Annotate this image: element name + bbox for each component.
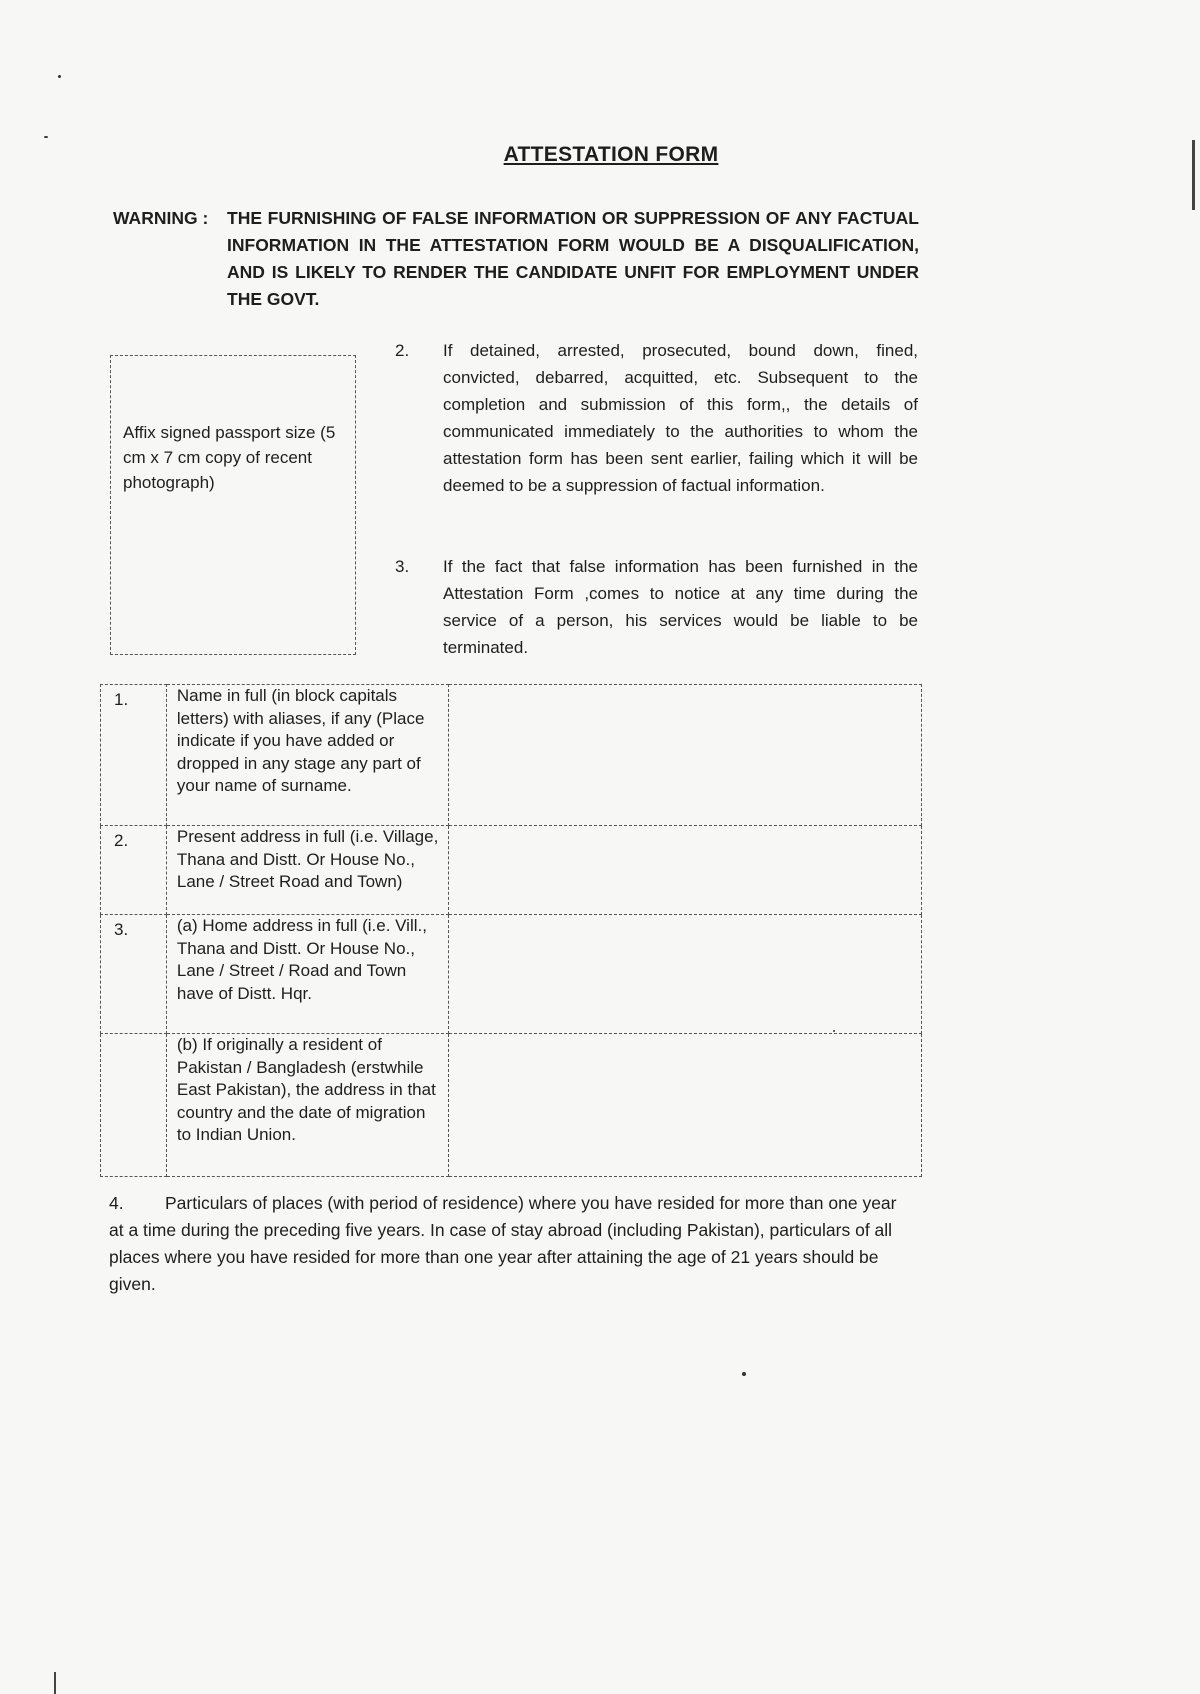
photo-caption: Affix signed passport size (5 cm x 7 cm copy of recent photograph) <box>123 423 336 492</box>
warning-label: WARNING : <box>113 208 209 228</box>
row-label-text: Home address in full (i.e. Vill., Thana and Distt. Or House No., Lane / Street / Road and Town have of Distt. Hqr. <box>176 916 427 1003</box>
row-label-prefix: (a) <box>176 916 198 935</box>
particulars-table <box>100 684 922 1177</box>
note-number: 2. <box>395 341 410 360</box>
note-text: If the fact that false information has been furnished in the Attestation Form ,comes to notice at any time during the service of a person, his services would be liable to be terminated. <box>443 557 918 657</box>
present-address-field[interactable] <box>449 826 922 915</box>
row-number: 3. <box>101 915 167 1034</box>
row-label: Name in full (in block capitals letters) with aliases, if any (Place indicate if you have added or dropped in any stage any part of your name of surname. <box>166 685 448 826</box>
table-row <box>101 915 922 1034</box>
paragraph-text: Particulars of places (with period of residence) where you have resided for more than one year at a time during the preceding five years. In case of stay abroad (including Pakistan), particulars of all places where you have resided for more than one year after attaining the age of 21 years should be given. <box>109 1193 897 1294</box>
row-number: 1. <box>101 685 167 826</box>
warning-block <box>113 205 919 313</box>
row-label: Present address in full (i.e. Village, Thana and Distt. Or House No., Lane / Street Road and Town) <box>166 826 448 915</box>
warning-text: THE FURNISHING OF FALSE INFORMATION OR SUPPRESSION OF ANY FACTUAL INFORMATION IN THE ATTESTATION FORM WOULD BE A DISQUALIFICATION, AND IS LIKELY TO RENDER THE CANDIDATE UNFIT FOR EMPLOYMENT UNDER THE GOVT. <box>227 208 919 309</box>
photo-placeholder[interactable] <box>110 355 356 655</box>
table-row <box>101 685 922 826</box>
scan-speck <box>833 1030 835 1032</box>
row-number: 2. <box>101 826 167 915</box>
scan-speck <box>742 1372 746 1376</box>
note-item <box>395 337 918 499</box>
note-text: If detained, arrested, prosecuted, bound down, fined, convicted, debarred, acquitted, etc. Subsequent to the completion and submission of this form,, the details of communicated immediately to the authorities to whom the attestation form has been sent earlier, failing which it will be deemed to be a suppression of factual information. <box>443 341 918 495</box>
scan-speck <box>58 75 61 78</box>
row-label <box>166 1034 448 1177</box>
table-row <box>101 826 922 915</box>
row-label-text: If originally a resident of Pakistan / Bangladesh (erstwhile East Pakistan), the address in that country and the date of migration to Indian Union. <box>176 1035 436 1144</box>
row-label-prefix: (b) <box>176 1035 198 1054</box>
row-number <box>101 1034 167 1177</box>
scan-edge-line <box>54 1672 56 1694</box>
note-item <box>395 553 918 661</box>
paragraph-4 <box>109 1190 901 1298</box>
migration-address-field[interactable] <box>449 1034 922 1177</box>
form-title: ATTESTATION FORM <box>503 143 719 166</box>
note-number: 3. <box>395 557 410 576</box>
scan-edge-line <box>1192 140 1195 210</box>
name-field[interactable] <box>449 685 922 826</box>
table-row <box>101 1034 922 1177</box>
paragraph-number: 4. <box>109 1193 124 1213</box>
row-label <box>166 915 448 1034</box>
scan-speck <box>44 136 48 138</box>
home-address-field[interactable] <box>449 915 922 1034</box>
